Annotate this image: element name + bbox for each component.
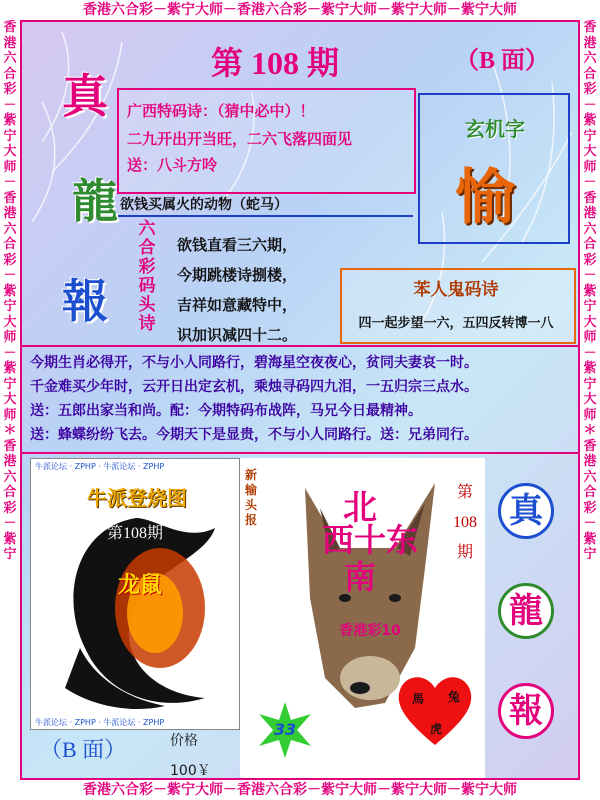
verse-line-4: 识加识减四十二。 (177, 326, 298, 344)
ghost-poem-title: 苯人鬼码诗 (413, 280, 499, 300)
issue-title: 第 108 期 (210, 45, 339, 81)
middle-line-3: 送：五郎出家当和尚。配：今期特码布战阵，马兄今日最精神。 (30, 403, 422, 419)
card-edge-top: 牛派论坛 · ZPHP · 牛派论坛 · ZPHP (35, 462, 165, 471)
heart-char-1: 馬 (412, 692, 425, 706)
left-banner-strip: 香港六合彩－紫宁大师－香港六合彩－紫宁大师－紫宁大师＊香港六合彩－紫宁 (3, 20, 17, 562)
guangxi-poem-box (117, 88, 416, 194)
side-title-zhen: 真 (62, 69, 108, 123)
poem-line-1: 广西特码诗：（猜中必中）！ (127, 102, 315, 120)
ghost-poem-line: 四一起步望一六，五四反转博一八 (358, 316, 554, 331)
xuanji-title: 玄机字 (465, 117, 525, 141)
section-divider-bottom (22, 452, 578, 454)
wish-line: 欲钱买属火的动物（蛇马） (120, 197, 288, 213)
right-banner-strip: 香港六合彩－紫宁大师－香港六合彩－紫宁大师－紫宁大师＊香港六合彩－紫宁 (583, 20, 597, 562)
direction-west-east: 西十东 (321, 521, 418, 559)
verse-line-3: 吉祥如意藏特中， (177, 296, 298, 314)
period-vertical (450, 478, 480, 568)
period-vertical-3: 期 (456, 544, 473, 561)
bottom-banner-strip: 香港六合彩－紫宁大师－香港六合彩－紫宁大师－紫宁大师－紫宁大师 (0, 780, 600, 800)
heart-char-3: 虎 (430, 722, 443, 736)
hk-mark: 香港彩10 (339, 623, 401, 639)
section-divider-top (22, 345, 578, 347)
vertical-tag: 新输头报 (245, 468, 258, 527)
middle-line-1: 今期生肖必得开，不与小人同路行，碧海星空夜夜心，贫同夫妻哀一时。 (30, 355, 478, 371)
poem-line-2: 二九开出开当旺，二六飞落四面见 (127, 130, 353, 148)
price-value: 100￥ (170, 763, 211, 779)
star-number: 33 (273, 720, 297, 739)
heart-icon (395, 670, 475, 750)
card-title: 牛派登烧图 (87, 486, 187, 510)
direction-north: 北 (343, 488, 377, 528)
card-period: 第108期 (106, 525, 163, 542)
top-banner-strip: 香港六合彩－紫宁大师－香港六合彩－紫宁大师－紫宁大师－紫宁大师 (0, 0, 600, 20)
side-title-long: 龍 (72, 174, 118, 228)
period-vertical-1: 第 (456, 484, 473, 501)
wish-underline (118, 215, 413, 217)
ring-char-bao: 報 (498, 683, 554, 739)
ring-char-long: 龍 (498, 583, 554, 639)
verse-label: 六合彩码头诗 (138, 219, 156, 334)
poem-line-3: 送：八斗方呤 (127, 156, 218, 174)
ring-char-zhen: 真 (498, 483, 554, 539)
verse-line-1: 欲钱直看三六期， (177, 236, 298, 254)
side-title-bao: 報 (62, 274, 108, 328)
middle-line-4: 送：蜂蝶纷纷飞去。今期天下是显贵，不与小人同路行。送：兄弟同行。 (30, 427, 478, 443)
middle-line-2: 千金难买少年时，云开日出定玄机，乘烛寻码四九泪，一五归宗三点水。 (30, 379, 478, 395)
period-vertical-2: 108 (453, 514, 477, 531)
direction-south: 南 (343, 558, 376, 596)
face-label-bottom: （B 面） (40, 737, 127, 762)
verse-line-2: 今期跳楼诗捌楼， (177, 266, 298, 284)
xuanji-character: 愉 (455, 163, 515, 233)
heart-char-2: 兔 (448, 690, 461, 704)
face-label-top: （B 面） (455, 48, 550, 74)
card-edge-bottom: 牛派论坛 · ZPHP · 牛派论坛 · ZPHP (35, 718, 165, 727)
card-animal: 龙鼠 (117, 573, 162, 598)
price-label: 价格 (170, 733, 198, 749)
